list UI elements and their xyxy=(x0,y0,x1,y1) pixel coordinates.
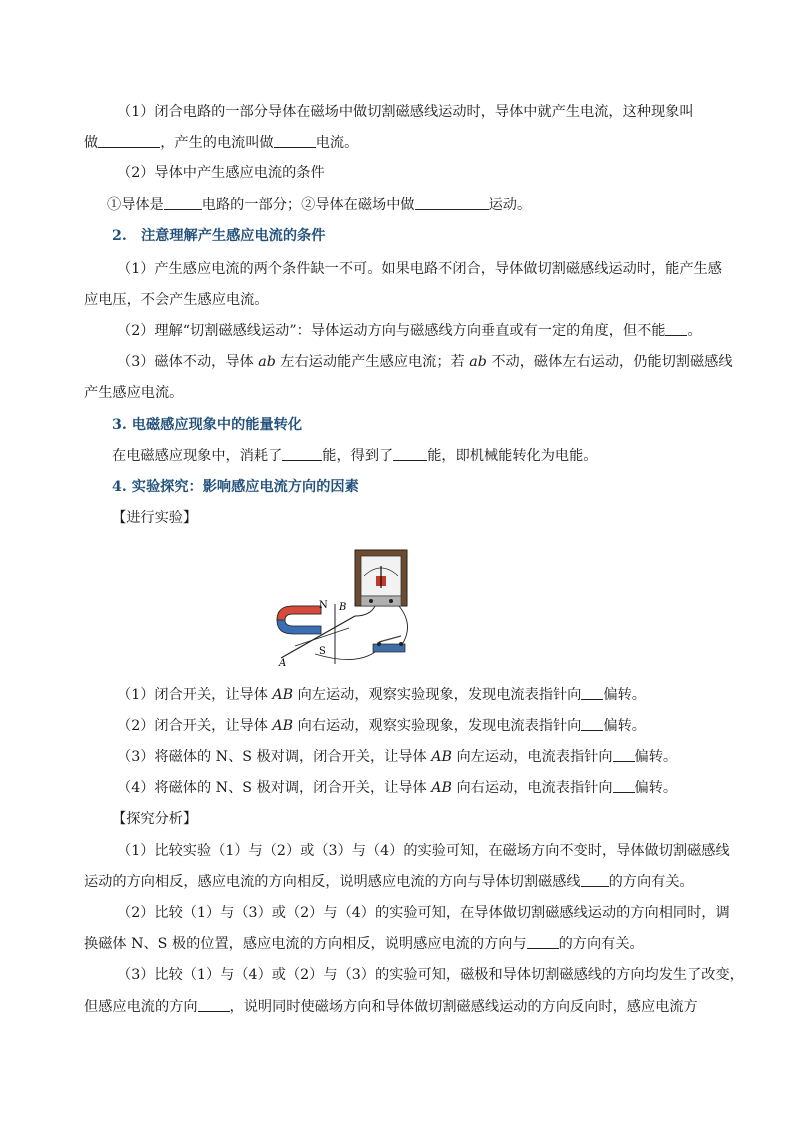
text-segment: 。 xyxy=(687,323,702,339)
paragraph-1-line-2 xyxy=(84,133,358,153)
analysis-3-line-2 xyxy=(84,997,698,1017)
section-4-heading: 4. 实验探究：影响感应电流方向的因素 xyxy=(112,479,359,495)
text-segment: 向右运动，电流表指针向 xyxy=(456,780,613,796)
point-a-label: A xyxy=(279,658,287,668)
experiment-step-2 xyxy=(117,716,646,736)
text-segment: 向右运动，观察实验现象，发现电流表指针向 xyxy=(297,718,582,734)
text-segment: AB xyxy=(431,780,452,796)
paragraph-1-line-1: （1）闭合电路的一部分导体在磁场中做切割磁感线运动时，导体中就产生电流，这种现象叫 xyxy=(117,104,694,120)
text-segment: 偏转。 xyxy=(634,749,678,765)
fill-blank[interactable] xyxy=(415,195,489,210)
fill-blank[interactable] xyxy=(274,133,316,148)
south-pole-label: S xyxy=(319,646,326,657)
analysis-1-line-1: （1）比较实验（1）与（2）或（3）与（4）的实验可知，在磁场方向不变时，导体做切割磁感线 xyxy=(117,843,730,859)
experiment-step-4 xyxy=(117,778,677,798)
text-segment: （4）将磁体的 N、S 极对调，闭合开关，让导体 xyxy=(117,780,427,796)
text-segment: （1）闭合开关，让导体 xyxy=(117,687,268,703)
text-segment: 运动的方向相反，感应电流的方向相反，说明感应电流的方向与导体切割磁感线 xyxy=(84,874,581,890)
section-2-p3-line-2: 产生感应电流。 xyxy=(84,385,184,401)
text-segment: 的方向有关。 xyxy=(558,936,644,952)
text-segment: AB xyxy=(272,687,294,703)
experiment-bracket: 【进行实验】 xyxy=(112,510,198,526)
point-b-label: B xyxy=(339,602,347,613)
section-2-p1-line-2: 应电压，不会产生感应电流。 xyxy=(84,292,269,308)
text-segment: （3）磁体不动，导体 xyxy=(117,354,254,370)
horseshoe-magnet-icon xyxy=(277,606,321,634)
text-segment: 能，即机械能转化为电能。 xyxy=(427,448,598,464)
text-segment: ab xyxy=(258,354,276,370)
text-segment: 换磁体 N、S 极的位置，感应电流的方向相反，说明感应电流的方向与 xyxy=(84,936,527,952)
text-segment: 向左运动，观察实验现象，发现电流表指针向 xyxy=(297,687,582,703)
ammeter-icon xyxy=(355,550,407,606)
fill-blank[interactable] xyxy=(581,716,603,731)
fill-blank[interactable] xyxy=(613,747,635,762)
fill-blank[interactable] xyxy=(393,446,427,461)
fill-blank[interactable] xyxy=(613,778,635,793)
analysis-bracket: 【探究分析】 xyxy=(112,811,198,827)
text-segment: 运动。 xyxy=(488,197,532,213)
text-segment: 电路的一部分；②导体在磁场中做 xyxy=(201,197,415,213)
text-segment: AB xyxy=(431,749,452,765)
text-segment: 但感应电流的方向 xyxy=(84,999,198,1015)
section-2-heading: 2. 注意理解产生感应电流的条件 xyxy=(112,228,326,244)
fill-blank[interactable] xyxy=(581,685,603,700)
text-segment: 偏转。 xyxy=(603,687,646,703)
text-segment: ，产生的电流叫做 xyxy=(160,135,274,151)
text-segment: 向左运动，电流表指针向 xyxy=(456,749,613,765)
fill-blank[interactable] xyxy=(527,934,559,949)
fill-blank[interactable] xyxy=(665,321,687,336)
text-segment: ①导体是 xyxy=(107,197,164,213)
text-segment: （2）理解“切割磁感线运动”：导体运动方向与磁感线方向垂直或有一定的角度，但不能 xyxy=(117,323,666,339)
text-segment: 在电磁感应现象中，消耗了 xyxy=(112,448,283,464)
fill-blank[interactable] xyxy=(198,997,230,1012)
text-segment: 偏转。 xyxy=(634,780,678,796)
text-segment: 能，得到了 xyxy=(322,448,394,464)
text-segment: 做 xyxy=(84,135,99,151)
switch-icon xyxy=(373,636,405,652)
text-segment: 不动，磁体左右运动，仍能切割磁感线 xyxy=(491,354,733,370)
text-segment: （2）闭合开关，让导体 xyxy=(117,718,268,734)
section-2-p3-line-1 xyxy=(117,352,733,372)
experiment-step-3 xyxy=(117,747,677,767)
analysis-1-line-2 xyxy=(84,872,694,892)
analysis-3-line-1: （3）比较（1）与（4）或（2）与（3）的实验可知，磁极和导体切割磁感线的方向均发生了改变， xyxy=(117,967,744,983)
fill-blank[interactable] xyxy=(98,133,160,148)
section-2-p1-line-1: （1）产生感应电流的两个条件缺一不可。如果电路不闭合，导体做切割磁感线运动时，能产生感 xyxy=(117,261,722,277)
text-segment: ab xyxy=(469,354,487,370)
text-segment: 的方向有关。 xyxy=(608,874,694,890)
paragraph-2: （2）导体中产生感应电流的条件 xyxy=(117,165,325,181)
paragraph-3 xyxy=(107,195,531,215)
text-segment: 左右运动能产生感应电流；若 xyxy=(280,354,465,370)
text-segment: 偏转。 xyxy=(603,718,646,734)
text-segment: ，说明同时使磁场方向和导体做切割磁感线运动的方向反向时，感应电流方 xyxy=(229,999,698,1015)
text-segment: AB xyxy=(272,718,294,734)
experiment-step-1 xyxy=(117,685,646,705)
text-segment: （3）将磁体的 N、S 极对调，闭合开关，让导体 xyxy=(117,749,427,765)
north-pole-label: N xyxy=(319,600,328,611)
section-2-p2 xyxy=(117,321,702,341)
fill-blank[interactable] xyxy=(581,872,609,887)
section-3-p1 xyxy=(112,446,597,466)
section-3-heading: 3. 电磁感应现象中的能量转化 xyxy=(112,417,303,433)
text-segment: 电流。 xyxy=(315,135,359,151)
fill-blank[interactable] xyxy=(282,446,322,461)
analysis-2-line-1: （2）比较（1）与（3）或（2）与（4）的实验可知，在导体做切割磁感线运动的方向相同时，调 xyxy=(117,905,730,921)
fill-blank[interactable] xyxy=(164,195,202,210)
analysis-2-line-2 xyxy=(84,934,644,954)
experiment-apparatus-figure xyxy=(275,546,415,668)
